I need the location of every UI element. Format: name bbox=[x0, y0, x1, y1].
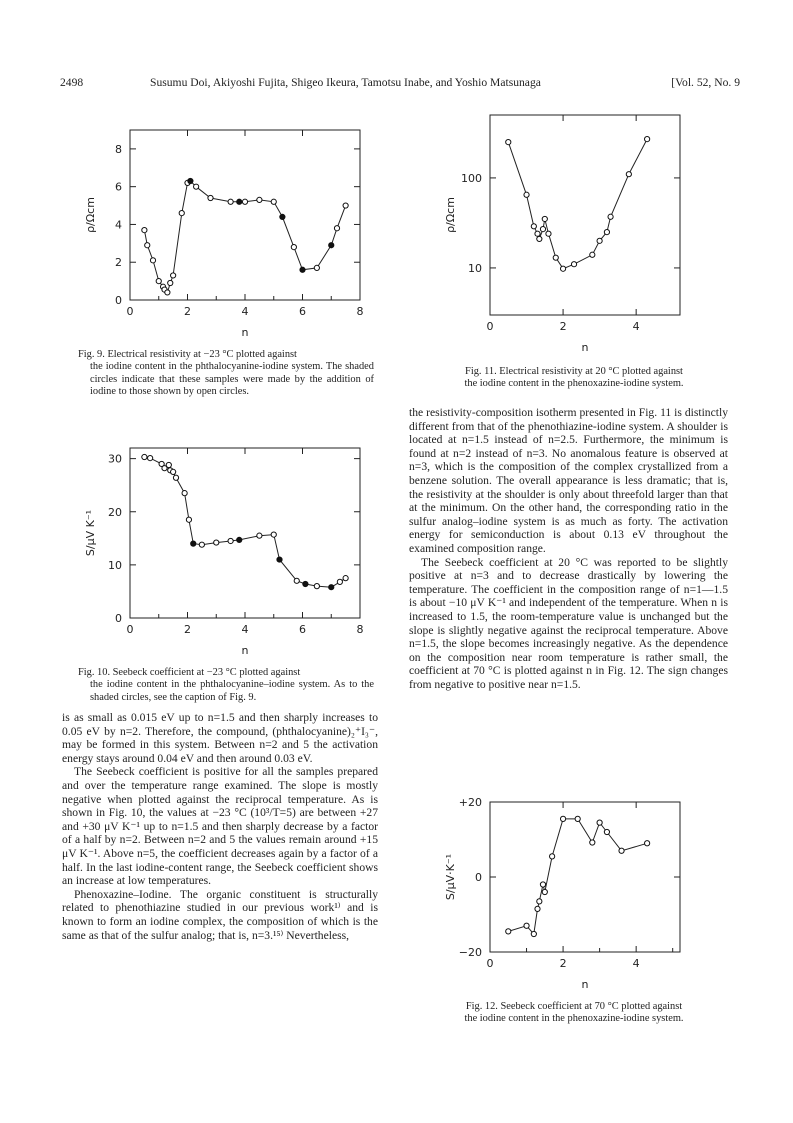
open-data-point bbox=[597, 820, 602, 825]
figure-11-caption-first: Fig. 11. Electrical resistivity at 20 °C plotted against bbox=[465, 366, 683, 377]
open-data-point bbox=[199, 542, 204, 547]
open-data-point bbox=[535, 231, 540, 236]
figure-9-chart bbox=[60, 110, 400, 348]
open-data-point bbox=[524, 192, 529, 197]
paragraph: The Seebeck coefficient is positive for all the samples prepared and over the temperature range examined. The slope is mostly negative when plotted against the reciprocal temperature. As is shown in Fig. 10, the values at −23 °C (10³/T=5) are between +27 and +30 μV K⁻¹ up to n=1.5 and then sharply decrease by a factor of a half by n=2. Between n=2 and 5 the values remain around +15 μV K⁻¹. Above n=5, the coefficient decreases again by a factor of a half. In the last iodine-content range, the Seebeck coefficient shows an increase at low temperatures. bbox=[62, 765, 378, 888]
x-tick-label: 8 bbox=[356, 305, 364, 318]
open-data-point bbox=[604, 829, 609, 834]
filled-data-point bbox=[237, 537, 242, 542]
open-data-point bbox=[271, 199, 276, 204]
figure-12-chart bbox=[440, 790, 740, 1002]
open-data-point bbox=[150, 258, 155, 263]
filled-data-point bbox=[277, 557, 282, 562]
figure-12-caption-first: Fig. 12. Seebeck coefficient at 70 °C plotted against bbox=[465, 1001, 683, 1012]
filled-data-point bbox=[188, 178, 193, 183]
x-tick-label: 2 bbox=[559, 320, 567, 333]
paragraph: Phenoxazine–Iodine. The organic constituent is structurally related to phenothiazine studied in our previous work¹⁾ and is known to form an iodine complex, the composition of which is the same as that of the sulfur analog; that is, n=3.¹⁵⁾ Nevertheless, bbox=[62, 887, 378, 942]
y-tick-label: 10 bbox=[108, 558, 122, 572]
open-data-point bbox=[271, 532, 276, 537]
figure-9-caption-rest: the iodine content in the phthalocyanine-iodine system. The shaded circles indicate that these samples were made by the addition of iodine to those shown by open circles. bbox=[90, 361, 374, 398]
y-tick-label: 8 bbox=[115, 142, 122, 156]
x-tick-label: 8 bbox=[356, 623, 364, 636]
figure-10-caption bbox=[78, 667, 374, 704]
x-tick-label: 4 bbox=[241, 623, 249, 636]
open-data-point bbox=[343, 203, 348, 208]
plot-frame bbox=[490, 802, 680, 952]
page-number: 2498 bbox=[60, 76, 84, 89]
figure-9-caption-first: Fig. 9. Electrical resistivity at −23 °C plotted against bbox=[78, 349, 297, 360]
figure-12-caption bbox=[415, 1001, 733, 1026]
figure-12-caption-rest: the iodine content in the phenoxazine-iodine system. bbox=[464, 1013, 684, 1025]
open-data-point bbox=[168, 280, 173, 285]
open-data-point bbox=[156, 279, 161, 284]
y-tick-label: 6 bbox=[115, 180, 122, 194]
filled-data-point bbox=[329, 243, 334, 248]
filled-data-point bbox=[300, 267, 305, 272]
y-tick-label: 10 bbox=[468, 261, 482, 275]
x-tick-label: 0 bbox=[126, 623, 134, 636]
open-data-point bbox=[560, 816, 565, 821]
open-data-point bbox=[142, 228, 147, 233]
open-data-point bbox=[171, 273, 176, 278]
y-tick-label: +20 bbox=[458, 796, 482, 809]
filled-data-point bbox=[303, 581, 308, 586]
open-data-point bbox=[179, 211, 184, 216]
x-tick-label: 4 bbox=[241, 305, 249, 318]
open-data-point bbox=[540, 227, 545, 232]
open-data-point bbox=[546, 231, 551, 236]
x-tick-label: 6 bbox=[299, 305, 306, 318]
open-data-point bbox=[165, 290, 170, 295]
y-axis-label: ρ/Ωcm bbox=[84, 197, 97, 233]
open-data-point bbox=[506, 139, 511, 144]
open-data-point bbox=[182, 491, 187, 496]
y-axis-label: ρ/Ωcm bbox=[444, 197, 457, 233]
filled-data-point bbox=[191, 541, 196, 546]
x-tick-label: 2 bbox=[184, 623, 191, 636]
y-tick-label: 100 bbox=[461, 171, 482, 185]
y-tick-label: 0 bbox=[475, 871, 482, 884]
x-axis-label: n bbox=[581, 978, 589, 991]
plot-frame bbox=[490, 115, 680, 315]
open-data-point bbox=[148, 455, 153, 460]
y-tick-label: 20 bbox=[108, 505, 122, 519]
open-data-point bbox=[531, 224, 536, 229]
open-data-point bbox=[166, 462, 171, 467]
open-data-point bbox=[314, 584, 319, 589]
open-data-point bbox=[186, 517, 191, 522]
paragraph: is as small as 0.015 eV up to n=1.5 and then sharply increases to 0.05 eV by n=2. Therefore, the compound, (phthalocyanine)₂⁺I₃⁻, may be formed in this system. Between n=2 and 5 the activation energy stays around 0.04 eV and then around 0.03 eV. bbox=[62, 711, 378, 765]
x-tick-label: 0 bbox=[486, 957, 494, 970]
x-tick-label: 2 bbox=[184, 305, 191, 318]
open-data-point bbox=[171, 469, 176, 474]
open-data-point bbox=[291, 245, 296, 250]
open-data-point bbox=[208, 195, 213, 200]
open-data-point bbox=[524, 923, 529, 928]
x-axis-label: n bbox=[581, 341, 589, 354]
y-axis-label: S/μV·K⁻¹ bbox=[444, 853, 457, 901]
filled-data-point bbox=[329, 585, 334, 590]
x-tick-label: 0 bbox=[486, 320, 494, 333]
open-data-point bbox=[214, 540, 219, 545]
y-tick-label: −20 bbox=[458, 946, 482, 959]
open-data-point bbox=[645, 841, 650, 846]
figure-11-caption bbox=[415, 366, 733, 391]
x-axis-label: n bbox=[241, 644, 249, 657]
open-data-point bbox=[590, 840, 595, 845]
open-data-point bbox=[506, 929, 511, 934]
trend-curve bbox=[508, 819, 647, 934]
open-data-point bbox=[571, 262, 576, 267]
open-data-point bbox=[537, 236, 542, 241]
x-axis-label: n bbox=[241, 326, 249, 339]
open-data-point bbox=[228, 538, 233, 543]
plot-frame bbox=[130, 130, 360, 300]
paragraph: The Seebeck coefficient at 20 °C was reported to be slightly positive at n=3 and to decrease drastically by lowering the temperature. The coefficient in the composition range of n=1—1.5 is about −10 μV K⁻¹ and independent of the temperature. When n is increased to 1.5, the room-temperature value is unchanged but the slope is slightly negative against the reciprocal temperature. Above n=1.5, the slope becomes increasingly negative. As the dependence on the composition near room temperature is rather small, the coefficient at 70 °C is plotted against n in Fig. 12. The sign changes from negative to positive near n=1.5. bbox=[409, 555, 728, 691]
open-data-point bbox=[550, 854, 555, 859]
open-data-point bbox=[343, 576, 348, 581]
open-data-point bbox=[228, 199, 233, 204]
open-data-point bbox=[597, 238, 602, 243]
y-tick-label: 4 bbox=[115, 218, 122, 232]
x-tick-label: 4 bbox=[632, 957, 640, 970]
figure-10-caption-rest: the iodine content in the phthalocyanine–iodine system. As to the shaded circles, see the caption of Fig. 9. bbox=[90, 679, 374, 703]
y-tick-label: 30 bbox=[108, 452, 122, 466]
running-authors: Susumu Doi, Akiyoshi Fujita, Shigeo Ikeura, Tamotsu Inabe, and Yoshio Matsunaga bbox=[150, 76, 541, 89]
y-tick-label: 0 bbox=[115, 294, 122, 307]
open-data-point bbox=[542, 889, 547, 894]
y-axis-label: S/μV K⁻¹ bbox=[84, 509, 97, 557]
plot-frame bbox=[130, 448, 360, 618]
open-data-point bbox=[142, 454, 147, 459]
open-data-point bbox=[619, 848, 624, 853]
figure-10-caption-first: Fig. 10. Seebeck coefficient at −23 °C plotted against bbox=[78, 667, 301, 678]
paragraph: the resistivity-composition isotherm presented in Fig. 11 is distinctly different from that of the phenothiazine-iodine system. A shoulder is located at n=1.5 instead of n=2.5. Furthermore, the minimum is found at n=2 instead of n=3. No anomalous feature is observed at n=3, which is the composition of the complex crystallized from a benzene solution. The overall appearance is less dramatic; that is, the resistivity at the shoulder is only about threefold larger than that at the minimum. On the other hand, the corresponding ratio in the sulfur analog–iodine system is as much as forty. The activation energy for semiconduction is about 0.13 eV throughout the examined composition range. bbox=[409, 406, 728, 555]
page-header bbox=[60, 76, 740, 96]
open-data-point bbox=[194, 184, 199, 189]
open-data-point bbox=[626, 172, 631, 177]
figure-10-chart bbox=[60, 428, 400, 666]
open-data-point bbox=[334, 226, 339, 231]
y-tick-label: 0 bbox=[115, 612, 122, 625]
open-data-point bbox=[257, 197, 262, 202]
open-data-point bbox=[542, 216, 547, 221]
open-data-point bbox=[540, 882, 545, 887]
open-data-point bbox=[560, 266, 565, 271]
x-tick-label: 4 bbox=[632, 320, 640, 333]
open-data-point bbox=[531, 931, 536, 936]
open-data-point bbox=[604, 230, 609, 235]
open-data-point bbox=[535, 906, 540, 911]
left-text-column bbox=[62, 711, 378, 942]
open-data-point bbox=[294, 578, 299, 583]
open-data-point bbox=[337, 579, 342, 584]
open-data-point bbox=[553, 255, 558, 260]
figure-11-chart bbox=[440, 100, 740, 358]
x-tick-label: 2 bbox=[559, 957, 567, 970]
figure-9-caption bbox=[78, 349, 374, 399]
open-data-point bbox=[590, 252, 595, 257]
y-tick-label: 2 bbox=[115, 256, 122, 270]
volume-info: [Vol. 52, No. 9 bbox=[671, 76, 740, 89]
filled-data-point bbox=[280, 214, 285, 219]
open-data-point bbox=[575, 816, 580, 821]
open-data-point bbox=[173, 475, 178, 480]
open-data-point bbox=[257, 533, 262, 538]
x-tick-label: 0 bbox=[126, 305, 134, 318]
right-text-column bbox=[409, 406, 728, 691]
open-data-point bbox=[145, 243, 150, 248]
open-data-point bbox=[608, 214, 613, 219]
open-data-point bbox=[242, 199, 247, 204]
x-tick-label: 6 bbox=[299, 623, 306, 636]
open-data-point bbox=[314, 265, 319, 270]
figure-11-caption-rest: the iodine content in the phenoxazine-iodine system. bbox=[464, 378, 684, 390]
filled-data-point bbox=[237, 199, 242, 204]
trend-curve bbox=[508, 139, 647, 269]
open-data-point bbox=[645, 136, 650, 141]
open-data-point bbox=[537, 899, 542, 904]
